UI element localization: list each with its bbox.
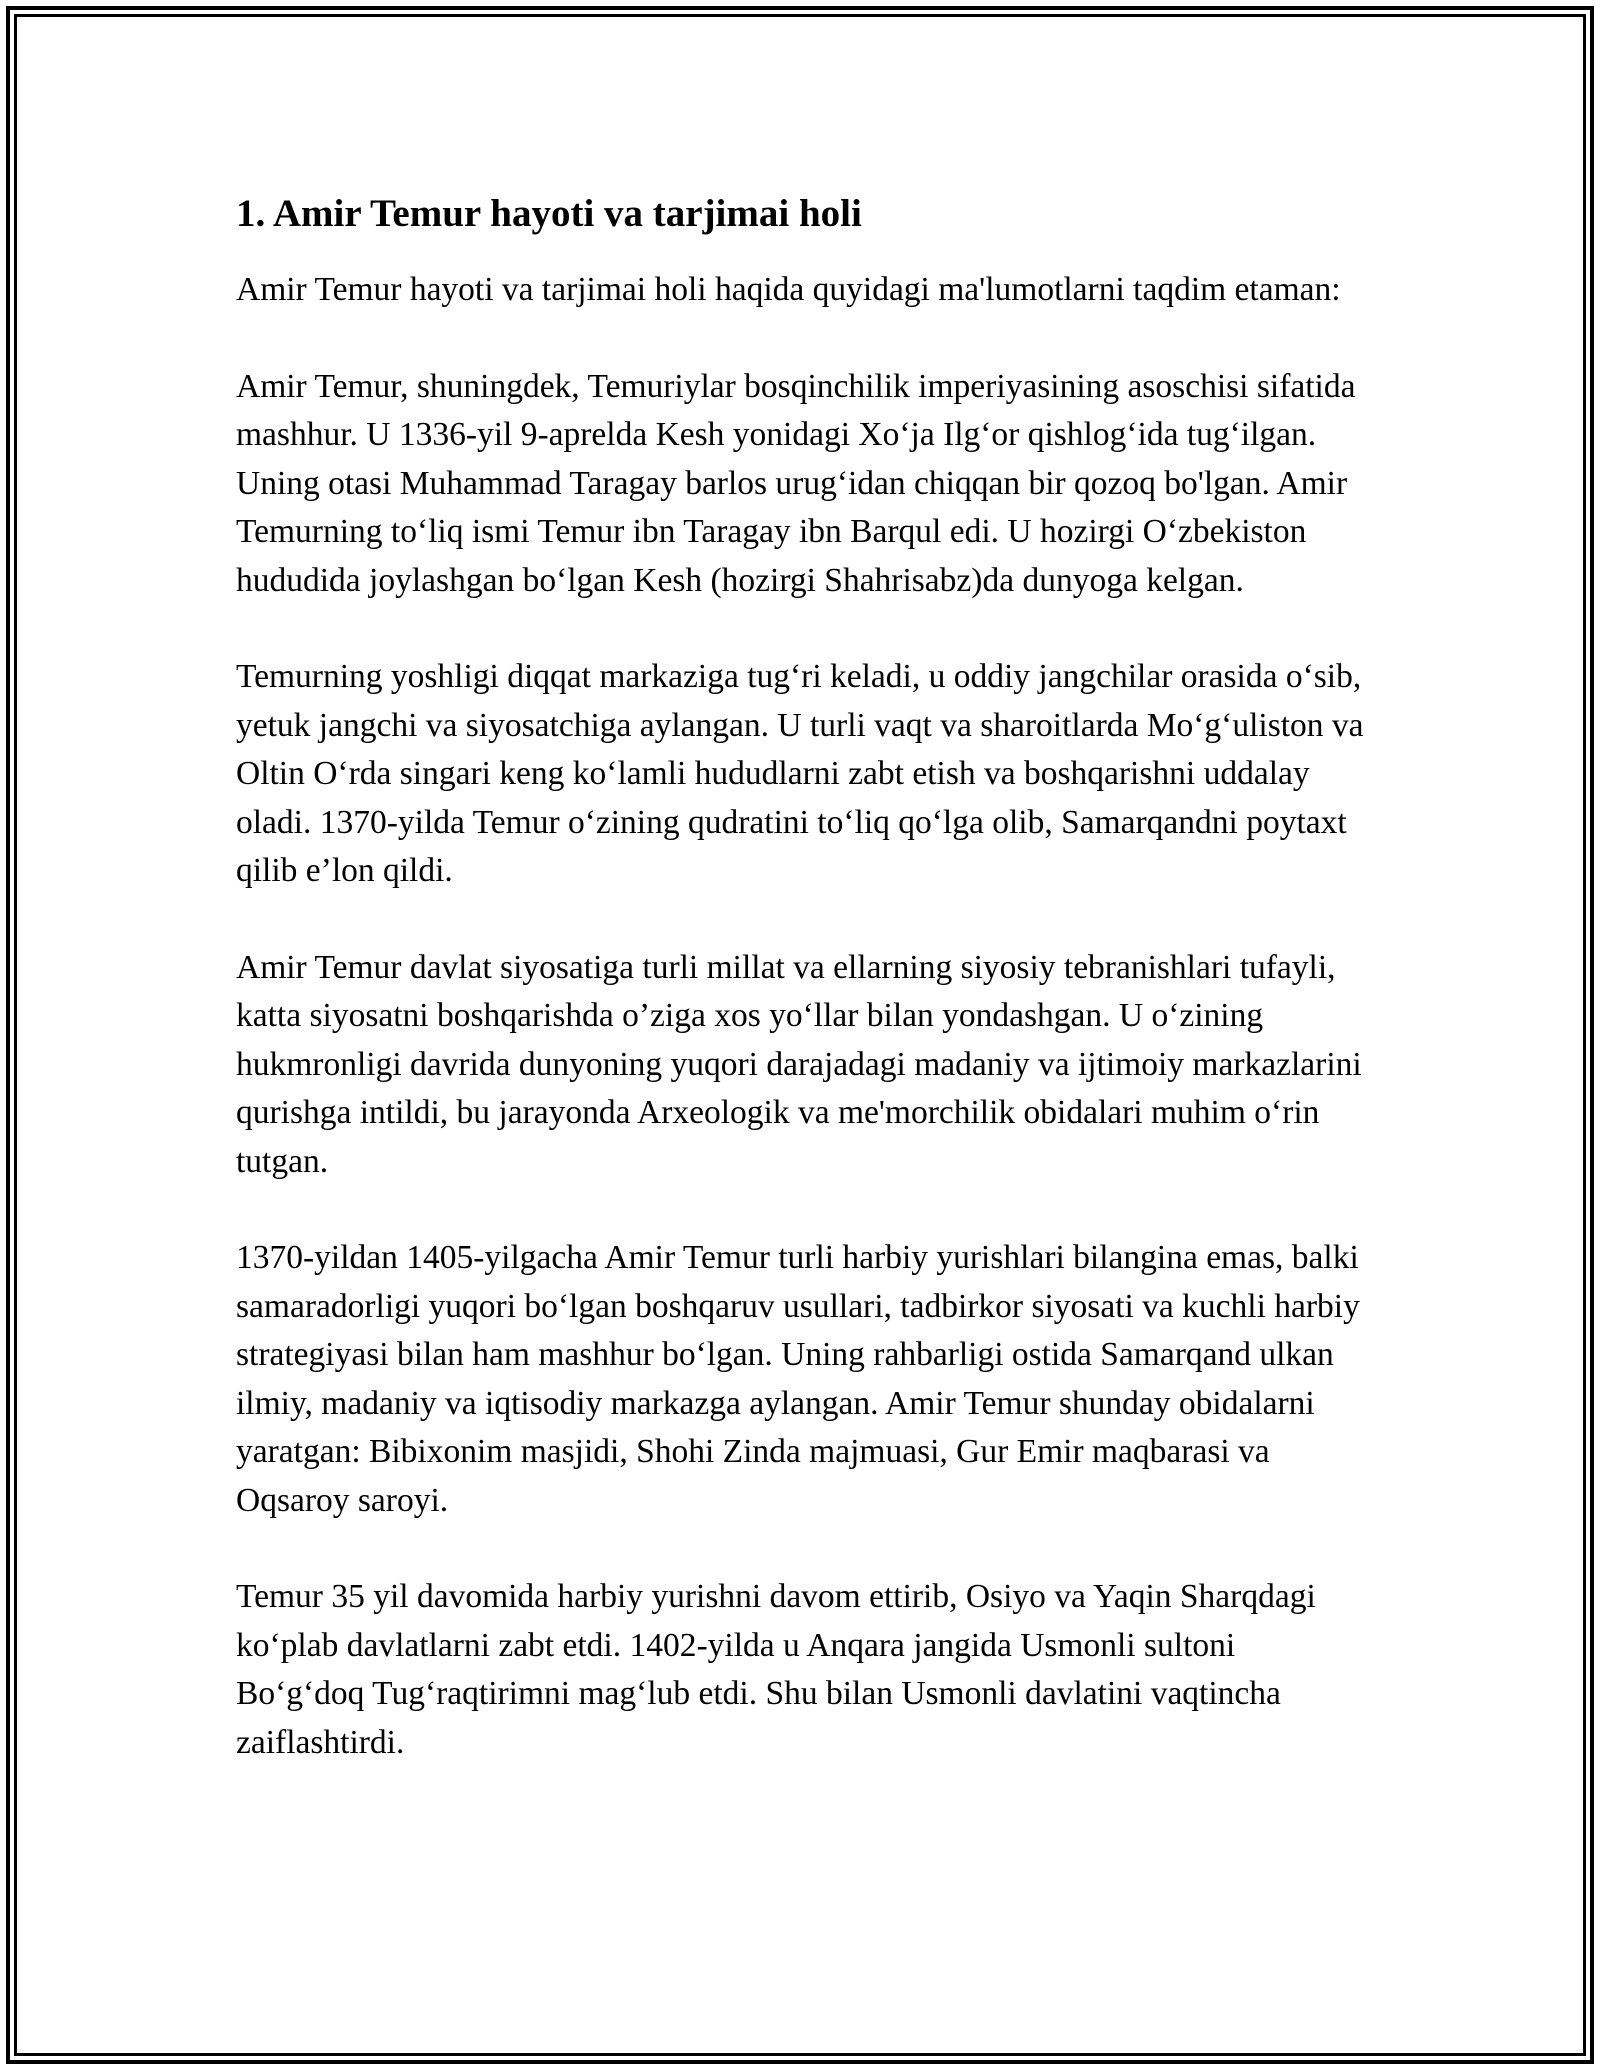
paragraph-campaigns: Temur 35 yil davomida harbiy yurishni davom ettirib, Osiyo va Yaqin Sharqdagi koʻplab davlatlarni zabt etdi. 1402-yilda u Anqara jangida Usmonli sultoni Boʻgʻdoq Tugʻraqtirimni magʻlub etdi. Shu bilan Usmonli davlatini vaqtincha zaiflashtirdi. bbox=[236, 1578, 1316, 1761]
paragraph-youth: Temurning yoshligi diqqat markaziga tugʻri keladi, u oddiy jangchilar orasida oʻsib, yetuk jangchi va siyosatchiga aylangan. U turli vaqt va sharoitlarda Moʻgʻuliston va Oltin Oʻrda singari keng koʻlamli hududlarni zabt etish va boshqarishni uddalay oladi. 1370-yilda Temur oʻzining qudratini toʻliq qoʻlga olib, Samarqandni poytaxt qilib e’lon qildi. bbox=[236, 658, 1364, 889]
paragraph-policy: Amir Temur davlat siyosatiga turli millat va ellarning siyosiy tebranishlari tufayli, katta siyosatni boshqarishda o’ziga xos yoʻllar bilan yondashgan. U oʻzining hukmronligi davrida dunyoning yuqori darajadagi madaniy va ijtimoiy markazlarini qurishga intildi, bu jarayonda Arxeologik va me'morchilik obidalari muhim oʻrin tutgan. bbox=[236, 948, 1362, 1180]
paragraph-reign: 1370-yildan 1405-yilgacha Amir Temur turli harbiy yurishlari bilangina emas, balki samaradorligi yuqori boʻlgan boshqaruv usullari, tadbirkor siyosati va kuchli harbiy strategiyasi bilan ham mashhur boʻlgan. Uning rahbarligi ostida Samarqand ulkan ilmiy, madaniy va iqtisodiy markazga aylangan. Amir Temur shunday obidalarni yaratgan: Bibixonim masjidi, Shohi Zinda majmuasi, Gur Emir maqbarasi va Oqsaroy saroyi. bbox=[236, 1239, 1360, 1519]
paragraph-intro: Amir Temur hayoti va tarjimai holi haqida quyidagi ma'lumotlarni taqdim etaman: bbox=[236, 271, 1341, 308]
document-body bbox=[236, 186, 1366, 1815]
paragraph-birth: Amir Temur, shuningdek, Temuriylar bosqinchilik imperiyasining asoschisi sifatida mashhur. U 1336-yil 9-aprelda Kesh yonidagi Xoʻja Ilgʻor qishlogʻida tugʻilgan. Uning otasi Muhammad Taragay barlos urugʻidan chiqqan bir qozoq bo'lgan. Amir Temurning toʻliq ismi Temur ibn Taragay ibn Barqul edi. U hozirgi Oʻzbekiston hududida joylashgan boʻlgan Kesh (hozirgi Shahrisabz)da dunyoga kelgan. bbox=[236, 367, 1356, 599]
section-heading: 1. Amir Temur hayoti va tarjimai holi bbox=[236, 192, 862, 235]
